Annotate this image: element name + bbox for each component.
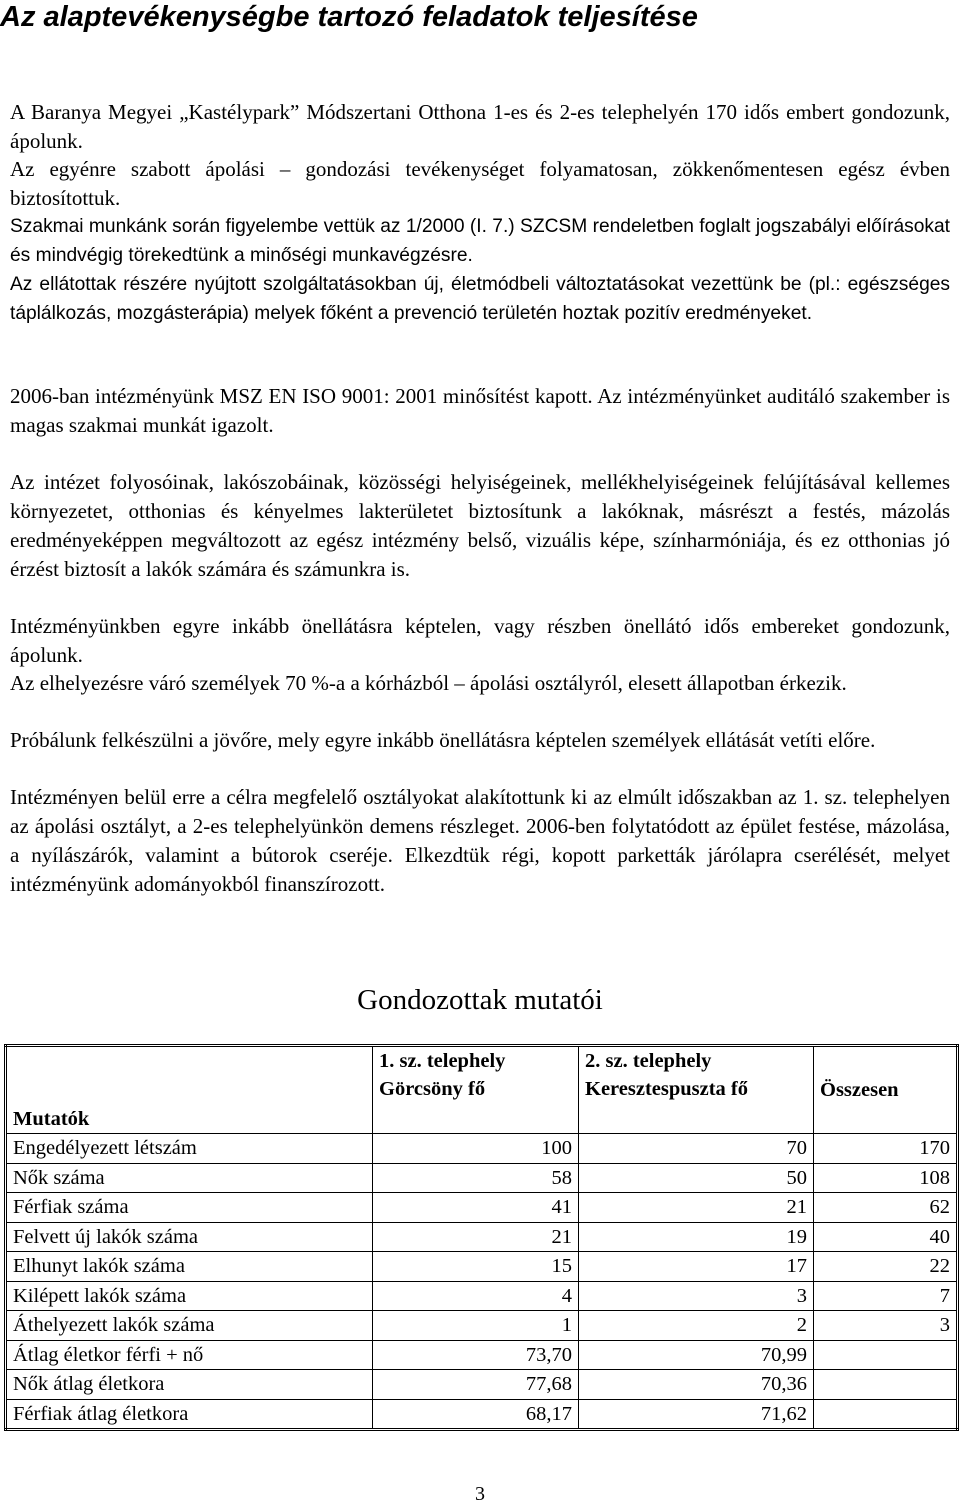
cell-total: 3 xyxy=(814,1311,958,1341)
cell-site-1: 41 xyxy=(373,1193,579,1223)
cell-total xyxy=(814,1340,958,1370)
paragraph-renovation: Az intézet folyosóinak, lakószobáinak, közösségi helyiségeinek, mellékhelyiségeinek felújításával kellemes környezetet, otthonias és kényelmes lakterületet biztosítunk a lakóknak, másrészt a festés, mázolás eredményeképpen megváltozott az egész intézmény belső, vizuális képe, színharmóniája, és ez otthonias jó érzést biztosít a lakók számára és számunkra is. xyxy=(10,470,950,581)
cell-site-2: 71,62 xyxy=(579,1399,814,1430)
table-header-row xyxy=(6,1046,958,1134)
cell-site-2: 2 xyxy=(579,1311,814,1341)
indicators-table xyxy=(4,1044,959,1431)
cell-total: 7 xyxy=(814,1281,958,1311)
cell-total: 22 xyxy=(814,1252,958,1282)
section-title: Gondozottak mutatói xyxy=(357,984,603,1016)
cell-total xyxy=(814,1370,958,1400)
row-label: Felvett új lakók száma xyxy=(6,1222,373,1252)
cell-site-1: 58 xyxy=(373,1163,579,1193)
table-row xyxy=(6,1370,958,1400)
row-label: Elhunyt lakók száma xyxy=(6,1252,373,1282)
cell-total: 108 xyxy=(814,1163,958,1193)
cell-site-1: 21 xyxy=(373,1222,579,1252)
cell-site-1: 77,68 xyxy=(373,1370,579,1400)
cell-site-2: 21 xyxy=(579,1193,814,1223)
paragraph-departments: Intézményen belül erre a célra megfelelő osztályokat alakítottunk ki az elmúlt időszakban az 1. sz. telephelyen az ápolási osztályt, a 2-es telephelyünkön demens részleget. 2006-ben folytatódott az épület festése, mázolása, a nyílászárók, valamint a bútorok cseréje. Elkezdtük régi, kopott parketták járólapra cserélését, melyet intézményünk adományokból finanszírozott. xyxy=(10,785,950,896)
table-row xyxy=(6,1163,958,1193)
table-row xyxy=(6,1311,958,1341)
table-row xyxy=(6,1399,958,1430)
header-site-1: 1. sz. telephely Görcsöny fő xyxy=(373,1046,579,1134)
header-site-2: 2. sz. telephely Keresztespuszta fő xyxy=(579,1046,814,1134)
page-number: 3 xyxy=(475,1483,485,1505)
row-label: Átlag életkor férfi + nő xyxy=(6,1340,373,1370)
table-row xyxy=(6,1193,958,1223)
table-row xyxy=(6,1134,958,1164)
paragraph-residents: Intézményünkben egyre inkább önellátásra képtelen, vagy részben önellátó idős embereket gondozunk, ápolunk. xyxy=(10,614,950,667)
cell-total: 40 xyxy=(814,1222,958,1252)
paragraph-services: Az ellátottak részére nyújtott szolgáltatásokban új, életmódbeli változtatásokat vezettünk be (pl.: egészséges táplálkozás, mozgásterápia) melyek főként a prevenció területén hoztak pozitív eredményeket. xyxy=(10,274,950,324)
cell-site-1: 68,17 xyxy=(373,1399,579,1430)
table-row xyxy=(6,1281,958,1311)
paragraph-future: Próbálunk felkészülni a jövőre, mely egyre inkább önellátásra képtelen személyek ellátását vetíti előre. xyxy=(10,728,876,752)
row-label: Engedélyezett létszám xyxy=(6,1134,373,1164)
cell-site-2: 17 xyxy=(579,1252,814,1282)
cell-site-2: 70 xyxy=(579,1134,814,1164)
page-heading: Az alaptevékenységbe tartozó feladatok teljesítése xyxy=(0,1,698,33)
cell-site-1: 73,70 xyxy=(373,1340,579,1370)
paragraph-regulations: Szakmai munkánk során figyelembe vettük az 1/2000 (I. 7.) SZCSM rendeletben foglalt jogszabályi előírásokat és mindvégig törekedtünk a minőségi munkavégzésre. xyxy=(10,216,950,266)
row-label: Férfiak száma xyxy=(6,1193,373,1223)
cell-total: 62 xyxy=(814,1193,958,1223)
header-indicators: Mutatók xyxy=(6,1046,373,1134)
table-row xyxy=(6,1222,958,1252)
cell-site-2: 70,99 xyxy=(579,1340,814,1370)
paragraph-admissions: Az elhelyezésre váró személyek 70 %-a a kórházból – ápolási osztályról, elesett állapotban érkezik. xyxy=(10,671,847,695)
row-label: Nők átlag életkora xyxy=(6,1370,373,1400)
row-label: Férfiak átlag életkora xyxy=(6,1399,373,1430)
paragraph-iso: 2006-ban intézményünk MSZ EN ISO 9001: 2001 minősítést kapott. Az intézményünket auditáló szakember is magas szakmai munkát igazolt. xyxy=(10,384,950,437)
cell-total: 170 xyxy=(814,1134,958,1164)
cell-site-1: 1 xyxy=(373,1311,579,1341)
cell-site-2: 3 xyxy=(579,1281,814,1311)
cell-site-1: 100 xyxy=(373,1134,579,1164)
cell-total xyxy=(814,1399,958,1430)
row-label: Áthelyezett lakók száma xyxy=(6,1311,373,1341)
cell-site-2: 50 xyxy=(579,1163,814,1193)
cell-site-1: 15 xyxy=(373,1252,579,1282)
table-row xyxy=(6,1340,958,1370)
cell-site-2: 70,36 xyxy=(579,1370,814,1400)
header-total: Összesen xyxy=(814,1046,958,1134)
cell-site-1: 4 xyxy=(373,1281,579,1311)
row-label: Nők száma xyxy=(6,1163,373,1193)
cell-site-2: 19 xyxy=(579,1222,814,1252)
paragraph-intro: A Baranya Megyei „Kastélypark” Módszertani Otthona 1-es és 2-es telephelyén 170 idős embert gondozunk, ápolunk. xyxy=(10,100,950,153)
paragraph-care: Az egyénre szabott ápolási – gondozási tevékenységet folyamatosan, zökkenőmentesen egész évben biztosítottuk. xyxy=(10,157,950,210)
row-label: Kilépett lakók száma xyxy=(6,1281,373,1311)
table-row xyxy=(6,1252,958,1282)
